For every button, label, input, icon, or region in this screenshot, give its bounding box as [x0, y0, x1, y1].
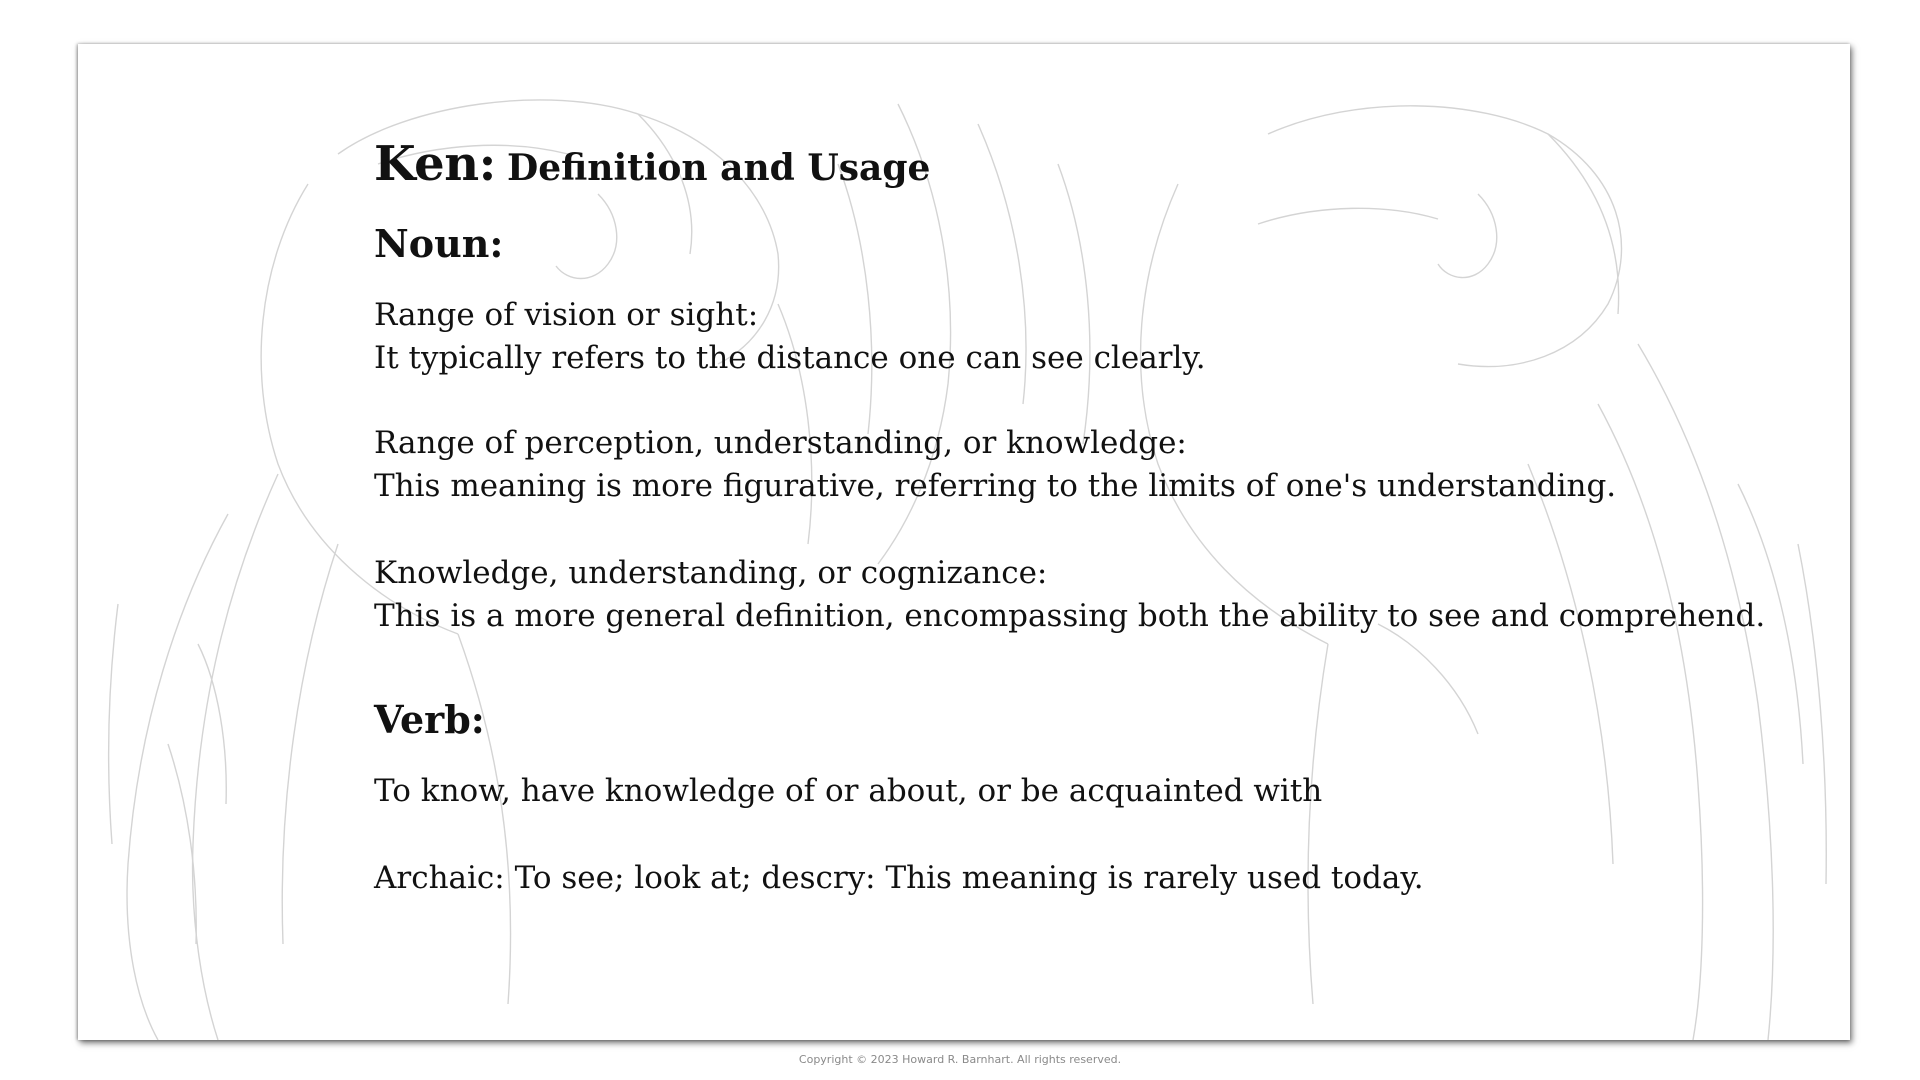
- noun-definition: [374, 552, 1814, 638]
- definition-explanation: This meaning is more figurative, referring to the limits of one's understanding.: [374, 468, 1617, 504]
- definition-sense: Knowledge, understanding, or cognizance:: [374, 555, 1048, 591]
- title-subtitle: Definition and Usage: [506, 147, 931, 189]
- noun-definition: [374, 294, 1814, 380]
- title-word: Ken:: [374, 136, 496, 192]
- definition-explanation: This is a more general definition, encompassing both the ability to see and comprehend.: [374, 598, 1766, 634]
- definition-sense: Range of perception, understanding, or knowledge:: [374, 425, 1187, 461]
- verb-heading: Verb:: [374, 697, 485, 742]
- copyright-notice: Copyright © 2023 Howard R. Barnhart. All rights reserved.: [798, 1053, 1122, 1066]
- definition-explanation: It typically refers to the distance one can see clearly.: [374, 340, 1206, 376]
- definition-sense: Range of vision or sight:: [374, 297, 759, 333]
- definition-content: [374, 136, 1814, 900]
- noun-heading: Noun:: [374, 221, 504, 266]
- page-title: [374, 136, 1814, 216]
- noun-definition: [374, 422, 1814, 508]
- slide: [78, 44, 1850, 1040]
- verb-definition: To know, have knowledge of or about, or be acquainted with: [374, 773, 1323, 809]
- verb-definition: Archaic: To see; look at; descry: This meaning is rarely used today.: [374, 860, 1424, 896]
